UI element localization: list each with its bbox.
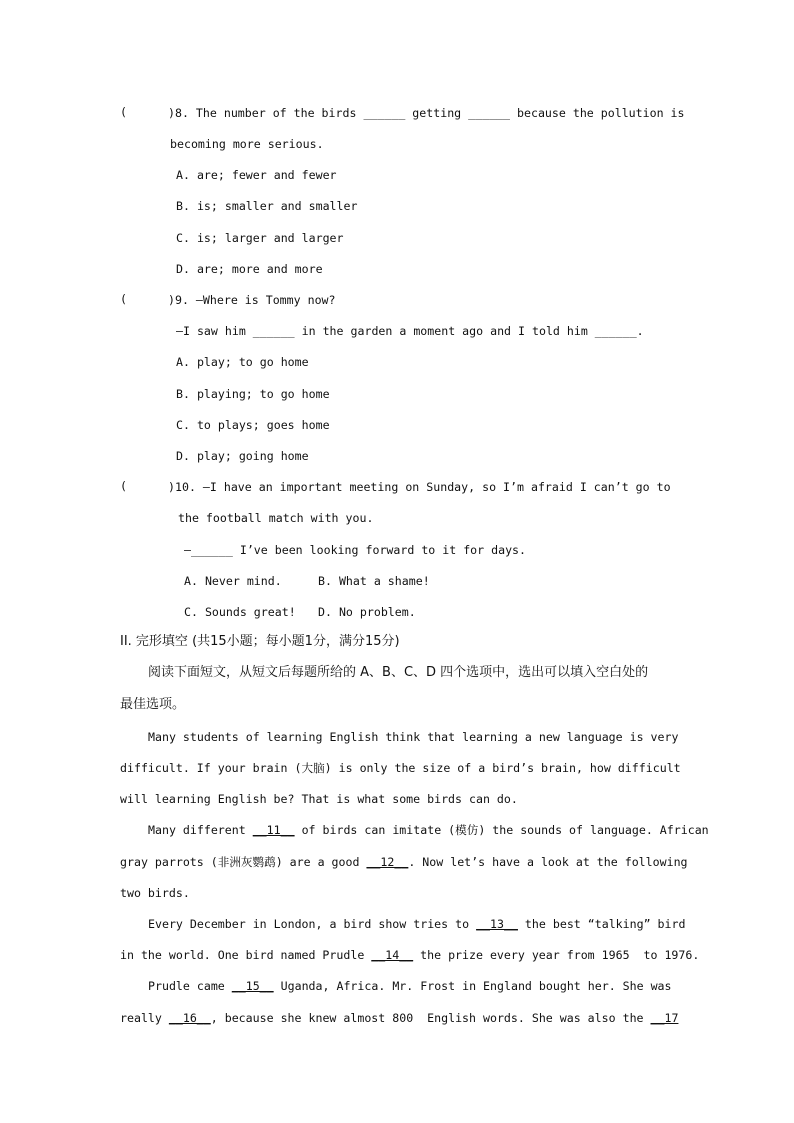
q8-bracket: (: [120, 105, 127, 119]
blank-14: __14__: [371, 948, 414, 962]
passage-text: , because she knew almost 800 English words. She was also the: [210, 1011, 651, 1025]
q10-option-a: A. Never mind.: [184, 574, 282, 588]
passage-line: will learning English be? That is what some birds can do.: [120, 792, 518, 806]
passage-line: [120, 854, 688, 870]
q8-stem: )8. The number of the birds ______ getting ______ because the pollution is: [168, 106, 685, 120]
q10-option-b: B. What a shame!: [318, 574, 430, 588]
section-instruction-continuation: 最佳选项。: [120, 697, 186, 712]
q8-stem-continuation: becoming more serious.: [170, 137, 324, 151]
q9-bracket: (: [120, 292, 127, 306]
q9-stem-continuation: —I saw him ______ in the garden a moment ago and I told him ______.: [176, 324, 644, 338]
passage-text: Many different: [148, 823, 253, 837]
q9-option-d: D. play; going home: [176, 449, 309, 463]
q10-option-c: C. Sounds great!: [184, 605, 296, 619]
passage-text: Uganda, Africa. Mr. Frost in England bought her. She was: [273, 979, 672, 993]
blank-15: __15__: [231, 979, 274, 993]
q10-stem-continuation: the football match with you.: [178, 511, 374, 525]
q8-option-d: D. are; more and more: [176, 262, 323, 276]
passage-text: the prize every year from 1965 to 1976.: [413, 948, 700, 962]
q10-option-d: D. No problem.: [318, 605, 416, 619]
passage-text: in the world. One bird named Prudle: [120, 948, 372, 962]
passage-text: really: [120, 1011, 169, 1025]
blank-12: __12__: [366, 855, 409, 869]
blank-16: __16__: [168, 1011, 211, 1025]
passage-text: Every December in London, a bird show tries to: [148, 917, 477, 931]
q8-option-a: A. are; fewer and fewer: [176, 168, 337, 182]
blank-11: __11__: [252, 823, 295, 837]
passage-line: difficult. If your brain (大脑) is only the size of a bird’s brain, how difficult: [120, 761, 681, 775]
passage-line: [148, 916, 685, 932]
q10-stem: )10. —I have an important meeting on Sunday, so I’m afraid I can’t go to: [168, 480, 671, 494]
passage-line: two birds.: [120, 886, 190, 900]
q9-stem: )9. —Where is Tommy now?: [168, 293, 336, 307]
section-instruction: 阅读下面短文，从短文后每题所给的 A、B、C、D 四个选项中，选出可以填入空白处的: [148, 665, 649, 680]
q8-option-c: C. is; larger and larger: [176, 231, 344, 245]
section-heading: II. 完形填空 (共15小题；每小题1分，满分15分): [120, 634, 400, 649]
q9-option-a: A. play; to go home: [176, 355, 309, 369]
passage-line: [148, 822, 709, 838]
passage-text: Prudle came: [148, 979, 232, 993]
q10-bracket: (: [120, 479, 127, 493]
q10-reply: —______ I’ve been looking forward to it for days.: [184, 543, 527, 557]
passage-line: [120, 947, 699, 963]
q9-option-b: B. playing; to go home: [176, 387, 330, 401]
q9-option-c: C. to plays; goes home: [176, 418, 330, 432]
passage-line: [120, 1010, 678, 1026]
q8-option-b: B. is; smaller and smaller: [176, 199, 358, 213]
blank-13: __13__: [476, 917, 518, 931]
passage-text: gray parrots (非洲灰鹦鹉) are a good: [120, 855, 367, 869]
passage-text: . Now let’s have a look at the following: [408, 855, 688, 869]
blank-17: __17: [650, 1011, 679, 1025]
passage-line: Many students of learning English think that learning a new language is very: [148, 730, 679, 744]
passage-text: the best “talking” bird: [517, 917, 686, 931]
passage-line: [148, 978, 672, 994]
passage-text: of birds can imitate (模仿) the sounds of language. African: [294, 823, 709, 837]
